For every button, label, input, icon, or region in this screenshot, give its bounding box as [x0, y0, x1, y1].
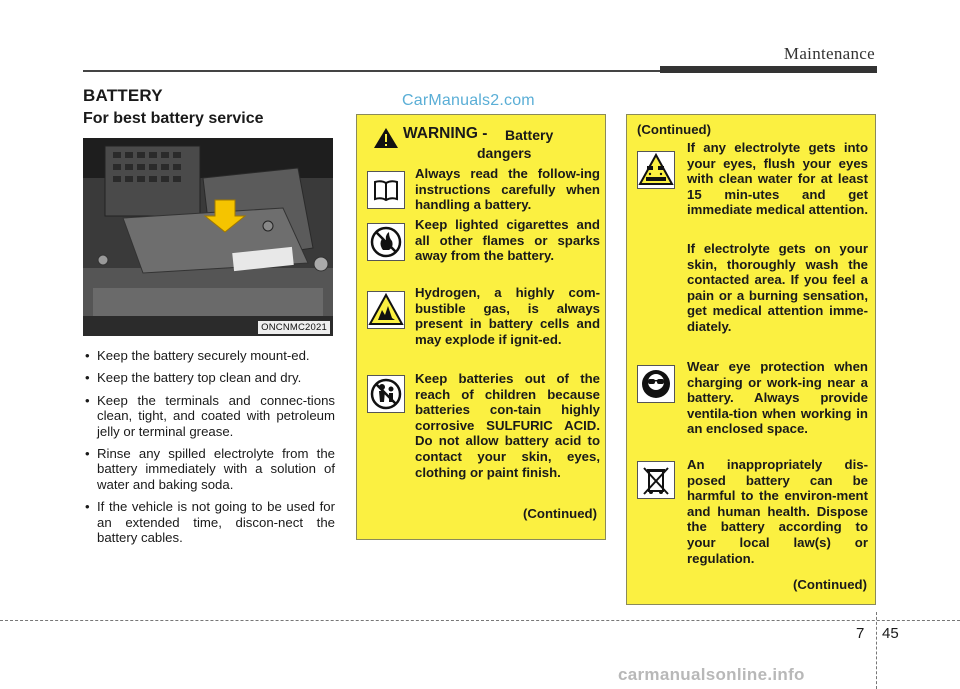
no-disposal-bin-icon — [637, 461, 675, 499]
entry-text: Keep lighted cigarettes and all other flames or sparks away from the battery. — [415, 217, 600, 264]
warning-box — [356, 114, 606, 540]
warning-subject: dangers — [477, 145, 532, 161]
warning-triangle-icon — [373, 127, 399, 149]
entry-text: If any electrolyte gets into your eyes, flush your eyes with clean water for at least 15 min-utes and get immediate medical attention. — [687, 140, 869, 218]
engine-bay-illustration — [83, 138, 333, 336]
footer-divider — [876, 612, 877, 689]
entry-text: Always read the follow-ing instructions carefully when handling a battery. — [415, 166, 600, 213]
chapter-number: 7 — [856, 625, 865, 642]
page-number: 45 — [882, 625, 899, 642]
header-rule — [83, 70, 661, 72]
header-rule-accent — [660, 66, 877, 73]
explosion-hazard-icon — [367, 291, 405, 329]
list-item: • Rinse any spilled electrolyte from the battery immediately with a solution of water and baking soda. — [85, 446, 335, 492]
corrosive-icon — [637, 151, 675, 189]
list-item: • Keep the battery top clean and dry. — [85, 370, 335, 385]
keep-away-children-icon — [367, 375, 405, 413]
battery-photo — [83, 138, 333, 336]
section-title: BATTERY — [83, 86, 163, 105]
list-item: • Keep the battery securely mount-ed. — [85, 348, 335, 363]
watermark-link[interactable]: CarManuals2.com — [402, 92, 535, 109]
battery-tips-list — [85, 348, 335, 552]
warning-subject: Battery — [505, 127, 554, 143]
entry-text: An inappropriately dis-posed battery can be harmful to the environ-ment and human health. Dispose the battery according to your local law(s) or regulation. — [687, 457, 868, 566]
continued-label: (Continued) — [793, 577, 867, 592]
eye-protection-icon — [637, 365, 675, 403]
footer-rule — [0, 620, 960, 621]
list-item: • If the vehicle is not going to be used for an extended time, discon-nect the battery cables. — [85, 499, 335, 545]
running-header: Maintenance — [783, 44, 875, 63]
no-flame-icon — [367, 223, 405, 261]
photo-code: ONCNMC2021 — [258, 321, 330, 334]
warning-box-continued — [626, 114, 876, 605]
entry-text: Hydrogen, a highly com-bustible gas, is always present in battery cells and may explode if ignit-ed. — [415, 285, 600, 347]
warning-word: WARNING - — [403, 125, 488, 142]
list-item: • Keep the terminals and connec-tions clean, tight, and coated with petroleum jelly or terminal grease. — [85, 393, 335, 439]
manual-book-icon — [367, 171, 405, 209]
continued-label: (Continued) — [637, 122, 711, 137]
entry-text: Keep batteries out of the reach of children because batteries con-tain highly corrosive SULFURIC ACID. Do not allow battery acid to contact your skin, eyes, clothing or paint finish. — [415, 371, 600, 480]
watermark-footer: carmanualsonline.info — [618, 665, 805, 684]
subsection-title: For best battery service — [83, 110, 264, 127]
continued-label: (Continued) — [523, 506, 597, 521]
entry-text: If electrolyte gets on your skin, thoroughly wash the contacted area. If you feel a pain or a burning sensation, get medical attention imme-diately. — [687, 241, 868, 334]
entry-text: Wear eye protection when charging or work-ing near a battery. Always provide ventila-tion when working in an enclosed space. — [687, 359, 868, 437]
